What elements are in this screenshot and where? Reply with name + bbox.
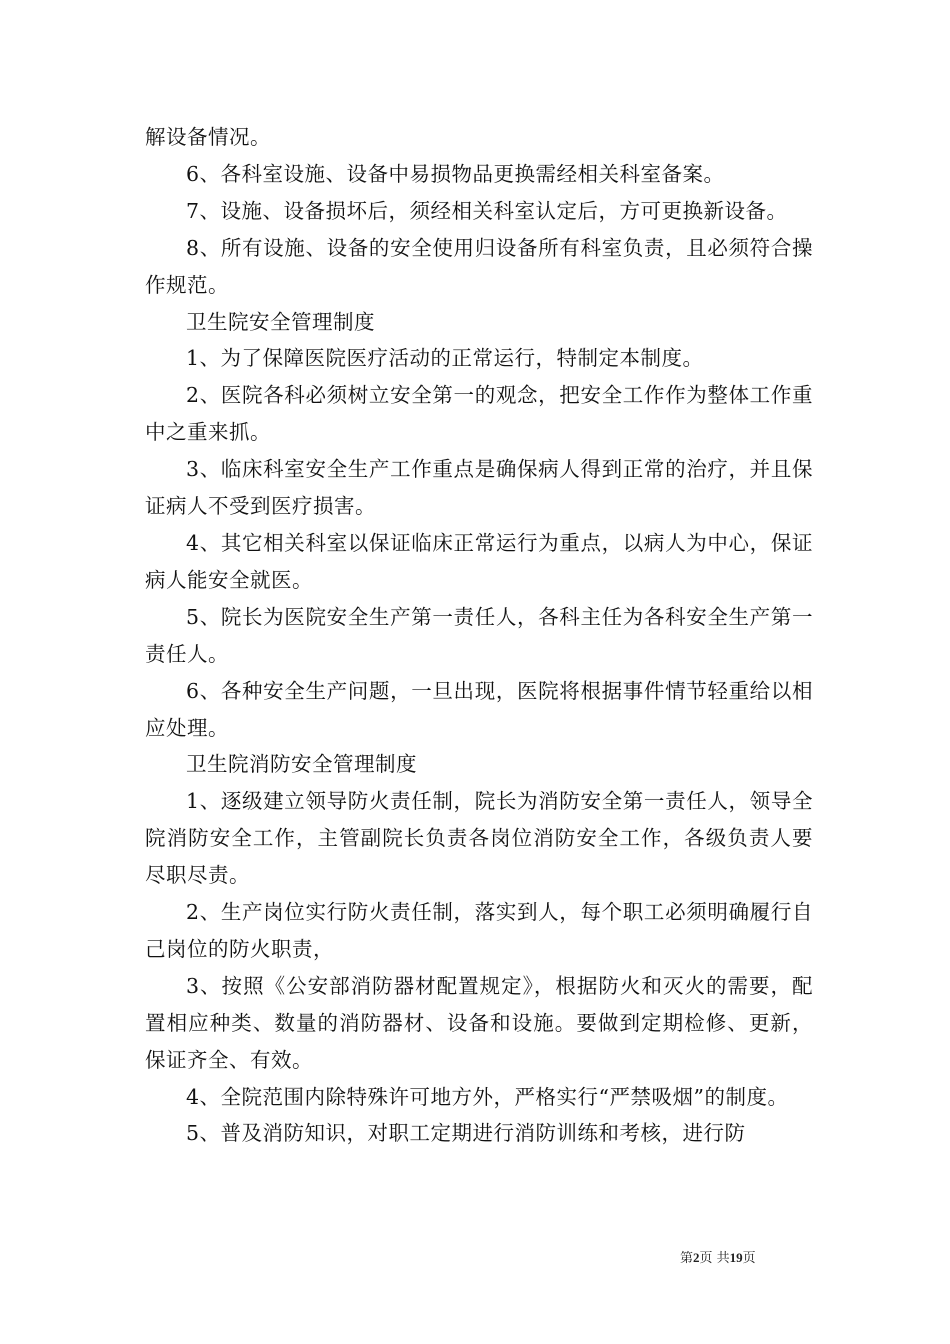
section-heading-fire-safety: 卫生院消防安全管理制度: [186, 752, 417, 777]
page-footer: [680, 1247, 820, 1266]
paragraph-3: 8、所有设施、设备的安全使用归设备所有科室负责，且必须符合操作规范。: [145, 235, 813, 297]
section-heading-safety: 卫生院安全管理制度: [186, 309, 375, 334]
paragraph-2: 7、设施、设备损坏后，须经相关科室认定后，方可更换新设备。: [186, 198, 788, 223]
paragraph-6: 2、医院各科必须树立安全第一的观念，把安全工作作为整体工作重中之重来抓。: [145, 383, 813, 445]
paragraph-9: 5、院长为医院安全生产第一责任人，各科主任为各科安全生产第一责任人。: [145, 604, 813, 666]
paragraph-14: 3、按照《公安部消防器材配置规定》，根据防火和灭火的需要，配置相应种类、数量的消防器材、设备和设施。要做到定期检修、更新，保证齐全、有效。: [145, 973, 813, 1072]
paragraph-15: 4、全院范围内除特殊许可地方外，严格实行“严禁吸烟”的制度。: [186, 1084, 789, 1109]
footer-middle: 页 共: [699, 1251, 730, 1266]
footer-total-pages: 19: [729, 1250, 743, 1265]
footer-prefix: 第: [680, 1251, 694, 1266]
paragraph-12: 1、逐级建立领导防火责任制，院长为消防安全第一责任人，领导全院消防安全工作，主管副院长负责各岗位消防安全工作，各级负责人要尽职尽责。: [145, 789, 813, 888]
paragraph-8: 4、其它相关科室以保证临床正常运行为重点，以病人为中心，保证病人能安全就医。: [145, 530, 813, 592]
paragraph-13: 2、生产岗位实行防火责任制，落实到人，每个职工必须明确履行自己岗位的防火职责，: [145, 900, 813, 961]
paragraph-1: 6、各科室设施、设备中易损物品更换需经相关科室备案。: [186, 161, 725, 186]
footer-current-page: 2: [693, 1250, 700, 1265]
paragraph-0: 解设备情况。: [145, 125, 271, 149]
paragraph-5: 1、为了保障医院医疗活动的正常运行，特制定本制度。: [186, 346, 704, 371]
footer-suffix: 页: [742, 1251, 756, 1266]
paragraph-10: 6、各种安全生产问题，一旦出现，医院将根据事件情节轻重给以相应处理。: [145, 678, 813, 740]
document-body: [145, 119, 813, 1152]
paragraph-16: 5、普及消防知识，对职工定期进行消防训练和考核，进行防: [186, 1121, 746, 1146]
paragraph-7: 3、临床科室安全生产工作重点是确保病人得到正常的治疗，并且保证病人不受到医疗损害。: [145, 457, 813, 519]
